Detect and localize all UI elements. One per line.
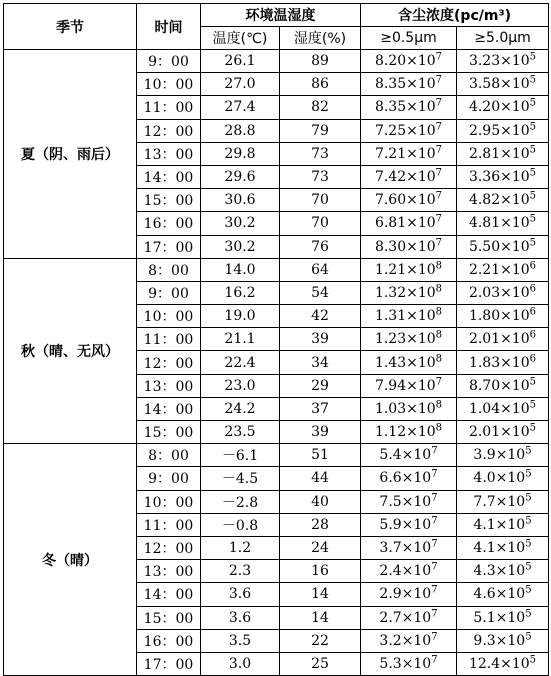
temperature-cell: 28.8	[201, 119, 280, 142]
mantissa: 6.6×10	[379, 470, 432, 487]
mantissa: 6.81×10	[374, 215, 436, 232]
humidity-cell: 42	[280, 305, 361, 328]
dust-05um-cell	[361, 467, 457, 490]
header-dust: 含尘浓度(pc/m³)	[361, 4, 549, 27]
dust-50um-cell	[457, 119, 549, 142]
mantissa: 3.7×10	[379, 540, 432, 557]
humidity-cell: 70	[280, 212, 361, 235]
mantissa: 3.58×10	[468, 76, 530, 93]
header-env: 环境温湿度	[201, 4, 361, 27]
humidity-cell: 64	[280, 258, 361, 281]
mantissa: 4.81×10	[468, 215, 530, 232]
dust-05um-cell	[361, 50, 457, 73]
exponent: 5	[529, 74, 537, 86]
exponent: 7	[431, 468, 438, 480]
mantissa: 8.20×10	[374, 53, 436, 70]
mantissa: 3.23×10	[468, 53, 530, 70]
mantissa: 2.01×10	[468, 331, 530, 348]
mantissa: 3.2×10	[379, 632, 432, 649]
exponent: 5	[529, 237, 537, 249]
time-cell: 17：00	[137, 652, 201, 675]
exponent: 5	[529, 167, 537, 179]
temperature-cell: 30.2	[201, 235, 280, 258]
dust-05um-cell	[361, 652, 457, 675]
dust-50um-cell	[457, 50, 549, 73]
time-cell: 13：00	[137, 374, 201, 397]
time-cell: 13：00	[137, 142, 201, 165]
exponent: 7	[431, 654, 438, 666]
time-cell: 16：00	[137, 629, 201, 652]
exponent: 5	[525, 468, 532, 480]
mantissa: 1.80×10	[468, 308, 530, 325]
mantissa: 2.9×10	[379, 586, 432, 603]
mantissa: 9.3×10	[473, 632, 526, 649]
dust-50um-cell	[457, 165, 549, 188]
exponent: 5	[529, 213, 537, 225]
mantissa: 4.82×10	[468, 192, 530, 209]
exponent: 7	[431, 631, 438, 643]
dust-50um-cell	[457, 96, 549, 119]
time-cell: 11：00	[137, 513, 201, 536]
temperature-cell: 19.0	[201, 305, 280, 328]
humidity-cell: 16	[280, 560, 361, 583]
humidity-cell: 40	[280, 490, 361, 513]
dust-50um-cell	[457, 235, 549, 258]
dust-05um-cell	[361, 629, 457, 652]
time-cell: 9：00	[137, 281, 201, 304]
temperature-cell: 23.0	[201, 374, 280, 397]
exponent: 8	[435, 353, 443, 365]
time-cell: 11：00	[137, 328, 201, 351]
dust-50um-cell	[457, 397, 549, 420]
dust-50um-cell	[457, 142, 549, 165]
mantissa: 2.95×10	[468, 122, 530, 139]
dust-05um-cell	[361, 421, 457, 444]
mantissa: 8.30×10	[374, 238, 436, 255]
dust-50um-cell	[457, 583, 549, 606]
time-cell: 9：00	[137, 50, 201, 73]
exponent: 7	[435, 121, 443, 133]
time-cell: 14：00	[137, 165, 201, 188]
dust-05um-cell	[361, 165, 457, 188]
mantissa: 3.36×10	[468, 169, 530, 186]
exponent: 7	[435, 167, 443, 179]
exponent: 5	[529, 121, 537, 133]
dust-50um-cell	[457, 490, 549, 513]
exponent: 5	[529, 51, 537, 63]
dust-05um-cell	[361, 73, 457, 96]
mantissa: 7.25×10	[374, 122, 436, 139]
mantissa: 2.03×10	[468, 284, 530, 301]
dust-05um-cell	[361, 351, 457, 374]
mantissa: 4.1×10	[473, 540, 526, 557]
dust-05um-cell	[361, 583, 457, 606]
mantissa: 5.1×10	[473, 609, 526, 626]
exponent: 7	[431, 561, 438, 573]
time-cell: 13：00	[137, 560, 201, 583]
dust-05um-cell	[361, 397, 457, 420]
exponent: 7	[431, 608, 438, 620]
time-cell: 14：00	[137, 583, 201, 606]
dust-50um-cell	[457, 467, 549, 490]
humidity-cell: 51	[280, 444, 361, 467]
table-body	[4, 50, 549, 676]
mantissa: 1.23×10	[374, 331, 436, 348]
temperature-cell: 3.6	[201, 606, 280, 629]
exponent: 7	[435, 237, 443, 249]
header-season: 季节	[4, 4, 137, 50]
mantissa: 5.4×10	[379, 447, 432, 464]
humidity-cell: 82	[280, 96, 361, 119]
humidity-cell: 73	[280, 142, 361, 165]
exponent: 6	[529, 306, 537, 318]
exponent: 6	[529, 260, 537, 272]
humidity-cell: 14	[280, 606, 361, 629]
exponent: 5	[525, 608, 532, 620]
dust-05um-cell	[361, 490, 457, 513]
exponent: 5	[525, 631, 532, 643]
dust-05um-cell	[361, 96, 457, 119]
exponent: 5	[529, 376, 537, 388]
humidity-cell: 86	[280, 73, 361, 96]
mantissa: 1.04×10	[468, 400, 530, 417]
humidity-cell: 73	[280, 165, 361, 188]
mantissa: 8.35×10	[374, 99, 436, 116]
temperature-cell: －0.8	[201, 513, 280, 536]
time-cell: 16：00	[137, 212, 201, 235]
season-cell: 冬（晴）	[4, 444, 137, 676]
dust-50um-cell	[457, 305, 549, 328]
humidity-cell: 25	[280, 652, 361, 675]
exponent: 6	[529, 283, 537, 295]
mantissa: 7.60×10	[374, 192, 436, 209]
humidity-cell: 39	[280, 328, 361, 351]
exponent: 8	[435, 399, 443, 411]
temperature-cell: 3.5	[201, 629, 280, 652]
mantissa: 7.7×10	[473, 493, 526, 510]
temperature-cell: 16.2	[201, 281, 280, 304]
mantissa: 5.3×10	[379, 655, 432, 672]
humidity-cell: 39	[280, 421, 361, 444]
humidity-cell: 34	[280, 351, 361, 374]
temperature-cell: 27.4	[201, 96, 280, 119]
mantissa: 8.35×10	[374, 76, 436, 93]
mantissa: 3.9×10	[473, 447, 526, 464]
header-time: 时间	[137, 4, 201, 50]
mantissa: 7.5×10	[379, 493, 432, 510]
humidity-cell: 54	[280, 281, 361, 304]
dust-05um-cell	[361, 258, 457, 281]
exponent: 6	[529, 353, 537, 365]
dust-05um-cell	[361, 212, 457, 235]
time-cell: 9：00	[137, 467, 201, 490]
mantissa: 1.83×10	[468, 354, 530, 371]
dust-50um-cell	[457, 606, 549, 629]
time-cell: 12：00	[137, 119, 201, 142]
exponent: 7	[435, 376, 443, 388]
dust-05um-cell	[361, 119, 457, 142]
humidity-cell: 44	[280, 467, 361, 490]
time-cell: 10：00	[137, 305, 201, 328]
exponent: 7	[435, 74, 443, 86]
dust-50um-cell	[457, 328, 549, 351]
temperature-cell: 21.1	[201, 328, 280, 351]
exponent: 5	[525, 515, 532, 527]
exponent: 7	[431, 492, 438, 504]
temperature-cell: 22.4	[201, 351, 280, 374]
exponent: 5	[529, 654, 537, 666]
temperature-cell: 14.0	[201, 258, 280, 281]
time-cell: 17：00	[137, 235, 201, 258]
exponent: 5	[525, 584, 532, 596]
humidity-cell: 29	[280, 374, 361, 397]
exponent: 5	[529, 422, 537, 434]
temperature-cell: 1.2	[201, 536, 280, 559]
dust-05um-cell	[361, 606, 457, 629]
table-row	[4, 444, 549, 467]
temperature-cell: －4.5	[201, 467, 280, 490]
temperature-cell: 29.8	[201, 142, 280, 165]
exponent: 7	[435, 190, 443, 202]
exponent: 7	[435, 213, 443, 225]
exponent: 7	[435, 144, 443, 156]
dust-05um-cell	[361, 374, 457, 397]
mantissa: 2.01×10	[468, 424, 530, 441]
mantissa: 1.31×10	[374, 308, 436, 325]
mantissa: 2.7×10	[379, 609, 432, 626]
exponent: 5	[529, 97, 537, 109]
dust-05um-cell	[361, 328, 457, 351]
dust-05um-cell	[361, 235, 457, 258]
table-row	[4, 50, 549, 73]
header-temp: 温度(℃)	[201, 27, 280, 50]
dust-05um-cell	[361, 305, 457, 328]
temperature-cell: 3.0	[201, 652, 280, 675]
humidity-cell: 22	[280, 629, 361, 652]
time-cell: 12：00	[137, 536, 201, 559]
dust-50um-cell	[457, 560, 549, 583]
exponent: 7	[431, 538, 438, 550]
dust-50um-cell	[457, 421, 549, 444]
temperature-cell: －2.8	[201, 490, 280, 513]
dust-05um-cell	[361, 513, 457, 536]
dust-05um-cell	[361, 444, 457, 467]
temperature-cell: －6.1	[201, 444, 280, 467]
dust-50um-cell	[457, 73, 549, 96]
humidity-cell: 70	[280, 189, 361, 212]
exponent: 6	[529, 329, 537, 341]
mantissa: 5.50×10	[468, 238, 530, 255]
mantissa: 5.9×10	[379, 516, 432, 533]
exponent: 8	[435, 329, 443, 341]
exponent: 5	[529, 399, 537, 411]
time-cell: 8：00	[137, 444, 201, 467]
dust-50um-cell	[457, 281, 549, 304]
header-ge-05um: ≥0.5μm	[361, 27, 457, 50]
table-header	[4, 4, 549, 50]
dust-05um-cell	[361, 536, 457, 559]
mantissa: 4.20×10	[468, 99, 530, 116]
mantissa: 2.4×10	[379, 563, 432, 580]
dust-05um-cell	[361, 281, 457, 304]
dust-50um-cell	[457, 189, 549, 212]
mantissa: 4.0×10	[473, 470, 526, 487]
temperature-cell: 30.6	[201, 189, 280, 212]
exponent: 5	[529, 144, 537, 156]
dust-50um-cell	[457, 513, 549, 536]
exponent: 8	[435, 306, 443, 318]
time-cell: 8：00	[137, 258, 201, 281]
dust-50um-cell	[457, 351, 549, 374]
temperature-cell: 23.5	[201, 421, 280, 444]
exponent: 7	[431, 584, 438, 596]
mantissa: 7.42×10	[374, 169, 436, 186]
season-cell: 夏（阴、雨后）	[4, 50, 137, 259]
dust-concentration-table	[3, 3, 549, 676]
dust-50um-cell	[457, 374, 549, 397]
exponent: 5	[529, 190, 537, 202]
time-cell: 12：00	[137, 351, 201, 374]
dust-05um-cell	[361, 560, 457, 583]
humidity-cell: 76	[280, 235, 361, 258]
mantissa: 4.3×10	[473, 563, 526, 580]
time-cell: 15：00	[137, 189, 201, 212]
exponent: 7	[435, 51, 443, 63]
humidity-cell: 79	[280, 119, 361, 142]
mantissa: 4.1×10	[473, 516, 526, 533]
temperature-cell: 29.6	[201, 165, 280, 188]
mantissa: 7.94×10	[374, 377, 436, 394]
mantissa: 7.21×10	[374, 145, 436, 162]
time-cell: 10：00	[137, 490, 201, 513]
humidity-cell: 89	[280, 50, 361, 73]
humidity-cell: 28	[280, 513, 361, 536]
exponent: 7	[431, 445, 438, 457]
time-cell: 15：00	[137, 421, 201, 444]
header-ge-50um: ≥5.0μm	[457, 27, 549, 50]
exponent: 8	[435, 260, 443, 272]
time-cell: 15：00	[137, 606, 201, 629]
temperature-cell: 24.2	[201, 397, 280, 420]
dust-05um-cell	[361, 142, 457, 165]
mantissa: 2.21×10	[468, 261, 530, 278]
time-cell: 11：00	[137, 96, 201, 119]
temperature-cell: 30.2	[201, 212, 280, 235]
exponent: 7	[431, 515, 438, 527]
humidity-cell: 24	[280, 536, 361, 559]
time-cell: 14：00	[137, 397, 201, 420]
mantissa: 1.21×10	[374, 261, 436, 278]
mantissa: 8.70×10	[468, 377, 530, 394]
header-humidity: 湿度(%)	[280, 27, 361, 50]
exponent: 8	[435, 283, 443, 295]
mantissa: 1.32×10	[374, 284, 436, 301]
temperature-cell: 27.0	[201, 73, 280, 96]
exponent: 5	[525, 538, 532, 550]
season-cell: 秋（晴、无风）	[4, 258, 137, 444]
time-cell: 10：00	[137, 73, 201, 96]
mantissa: 2.81×10	[468, 145, 530, 162]
mantissa: 1.43×10	[374, 354, 436, 371]
dust-50um-cell	[457, 212, 549, 235]
mantissa: 1.03×10	[374, 400, 436, 417]
exponent: 7	[435, 97, 443, 109]
humidity-cell: 14	[280, 583, 361, 606]
dust-50um-cell	[457, 258, 549, 281]
exponent: 8	[435, 422, 443, 434]
dust-50um-cell	[457, 536, 549, 559]
mantissa: 1.12×10	[374, 424, 436, 441]
humidity-cell: 37	[280, 397, 361, 420]
exponent: 5	[525, 561, 532, 573]
dust-50um-cell	[457, 652, 549, 675]
dust-50um-cell	[457, 629, 549, 652]
temperature-cell: 26.1	[201, 50, 280, 73]
dust-50um-cell	[457, 444, 549, 467]
temperature-cell: 3.6	[201, 583, 280, 606]
exponent: 5	[525, 492, 532, 504]
mantissa: 12.4×10	[468, 655, 530, 672]
exponent: 5	[525, 445, 532, 457]
dust-05um-cell	[361, 189, 457, 212]
table-row	[4, 258, 549, 281]
mantissa: 4.6×10	[473, 586, 526, 603]
temperature-cell: 2.3	[201, 560, 280, 583]
